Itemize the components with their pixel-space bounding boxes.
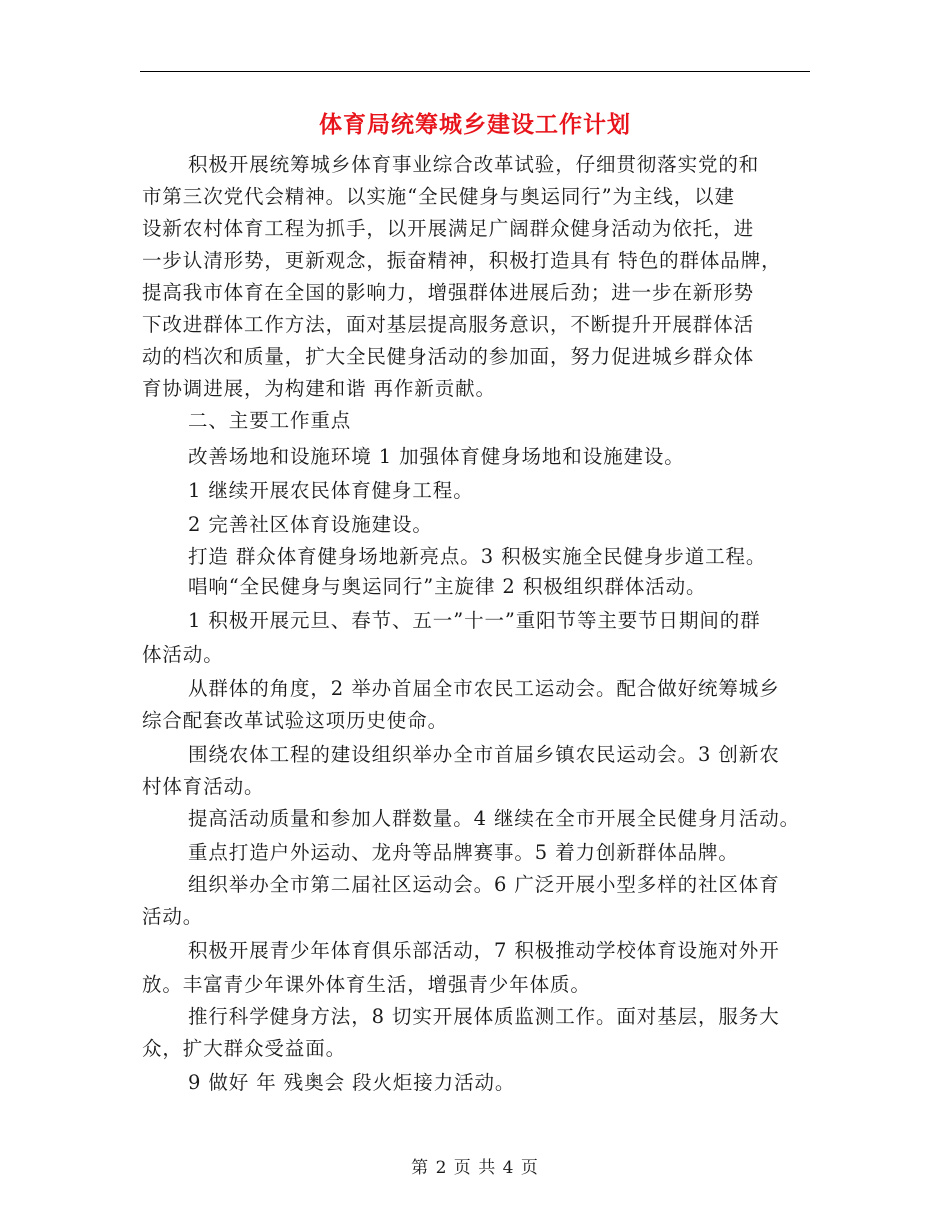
header-rule <box>140 71 810 72</box>
body-line: 下改进群体工作方法，面对基层提高服务意识，不断提升开展群体活 <box>142 313 755 336</box>
body-line: 设新农村体育工程为抓手，以开展满足广阔群众健身活动为依托，进 <box>142 217 755 240</box>
body-line: 育协调进展，为构建和谐 再作新贡献。 <box>142 377 496 400</box>
body-line: 一步认清形势，更新观念，振奋精神，积极打造具有 特色的群体品牌， <box>142 249 782 272</box>
body-line: 9 做好 年 残奥会 段火炬接力活动。 <box>188 1071 516 1094</box>
body-line: 提高我市体育在全国的影响力，增强群体进展后劲；进一步在新形势 <box>142 281 755 304</box>
body-line: 2 完善社区体育设施建设。 <box>188 513 433 536</box>
body-line: 市第三次党代会精神。以实施“全民健身与奥运同行”为主线，以建 <box>142 185 735 208</box>
body-line: 唱响“全民健身与奥运同行”主旋律 2 积极组织群体活动。 <box>188 575 707 598</box>
body-line: 综合配套改革试验这项历史使命。 <box>142 709 449 732</box>
body-line: 积极开展青少年体育俱乐部活动，7 积极推动学校体育设施对外开 <box>188 939 780 962</box>
body-line: 众，扩大群众受益面。 <box>142 1037 347 1060</box>
body-line: 提高活动质量和参加人群数量。4 继续在全市开展全民健身月活动。 <box>188 807 801 830</box>
body-line: 活动。 <box>142 905 204 928</box>
body-line: 组织举办全市第二届社区运动会。6 广泛开展小型多样的社区体育 <box>188 873 780 896</box>
page-number: 第 2 页 共 4 页 <box>411 1158 539 1178</box>
document-title: 体育局统筹城乡建设工作计划 <box>319 111 631 138</box>
body-line: 推行科学健身方法，8 切实开展体质监测工作。面对基层，服务大 <box>188 1005 780 1028</box>
section-heading: 二、主要工作重点 <box>188 409 352 432</box>
body-line: 打造 群众体育健身场地新亮点。3 积极实施全民健身步道工程。 <box>188 545 767 568</box>
body-line: 从群体的角度，2 举办首届全市农民工运动会。配合做好统筹城乡 <box>188 677 780 700</box>
body-line: 改善场地和设施环境 1 加强体育健身场地和设施建设。 <box>188 445 685 468</box>
body-line: 1 积极开展元旦、春节、五一”十一”重阳节等主要节日期间的群 <box>188 609 761 632</box>
body-line: 重点打造户外运动、龙舟等品牌赛事。5 着力创新群体品牌。 <box>188 841 739 864</box>
body-line: 放。丰富青少年课外体育生活，增强青少年体质。 <box>142 973 591 996</box>
body-line: 体活动。 <box>142 643 224 666</box>
body-line: 围绕农体工程的建设组织举办全市首届乡镇农民运动会。3 创新农 <box>188 743 780 766</box>
body-line: 动的档次和质量，扩大全民健身活动的参加面，努力促进城乡群众体 <box>142 345 755 368</box>
body-line: 积极开展统筹城乡体育事业综合改革试验，仔细贯彻落实党的和 <box>188 153 760 176</box>
body-line: 村体育活动。 <box>142 775 265 798</box>
body-line: 1 继续开展农民体育健身工程。 <box>188 479 474 502</box>
